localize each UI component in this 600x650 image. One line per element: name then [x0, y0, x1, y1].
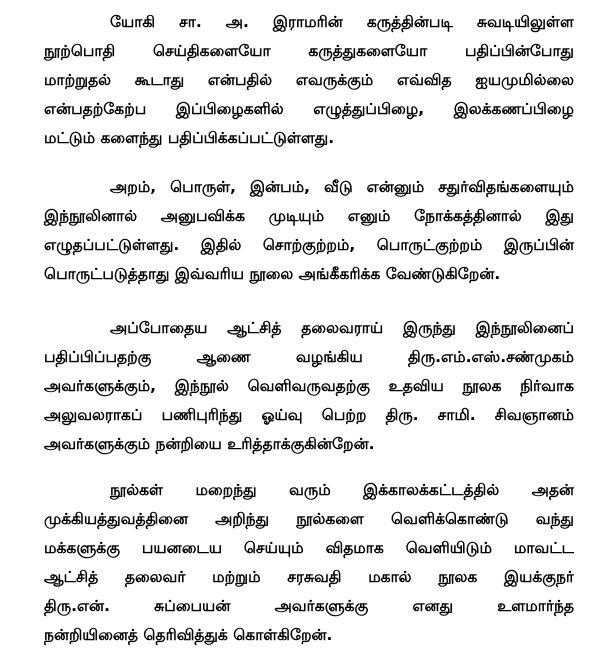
paragraph-3 — [44, 314, 574, 459]
paragraph-line: நூல்கள் மறைந்து வரும் இக்காலக்கட்டத்தில் அதன் — [110, 481, 574, 499]
paragraph-line: மக்களுக்கு பயனடைய செய்யும் விதமாக வெளியிடும் மாவட்ட — [44, 539, 574, 557]
paragraph-line: மாற்றுதல் கூடாது என்பதில் எவருக்கும் எவ்வித ஐயமுமில்லை — [44, 71, 574, 89]
paragraph-line: ஆட்சித் தலைவர் மற்றும் சரசுவதி மகால் நூலக இயக்குநர் — [44, 568, 574, 586]
paragraph-line: மட்டும் களைந்து பதிப்பிக்கப்பட்டுள்ளது. — [44, 129, 335, 147]
paragraph-line: எழுதப்பட்டுள்ளது. இதில் சொற்குற்றம், பொருட்குற்றம் இருப்பின் — [44, 236, 574, 254]
paragraph-line: அவர்களுக்கும், இந்நூல் வெளிவருவதற்கு உதவிய நூலக நிர்வாக — [44, 377, 574, 395]
paragraph-line: நன்றியினைத் தெரிவித்துக் கொள்கிறேன். — [44, 626, 333, 644]
paragraph-2 — [44, 173, 574, 289]
paragraph-line: பொருட்படுத்தாது இவ்வரிய நூலை அங்கீகரிக்க வேண்டுகிறேன். — [44, 265, 501, 283]
paragraph-line: இந்நூலினால் அனுபவிக்க முடியும் எனும் நோக்கத்தினால் இது — [44, 207, 574, 225]
paragraph-line: அறம், பொருள், இன்பம், வீடு என்னும் சதுர்விதங்களையும் — [110, 178, 574, 196]
paragraph-line: அவர்களுக்கும் நன்றியை உரித்தாக்குகின்றேன். — [44, 435, 375, 453]
paragraph-1 — [44, 8, 574, 153]
paragraph-line: முக்கியத்துவத்தினை அறிந்து நூல்களை வெளிக்கொண்டு வந்து — [44, 510, 574, 528]
paragraph-line: பதிப்பிப்பதற்கு ஆணை வழங்கிய திரு.எம்.எஸ்.சண்முகம் — [44, 348, 574, 366]
paragraph-line: யோகி சா. அ. இராமரின் கருத்தின்படி சுவடியிலுள்ள — [110, 13, 574, 31]
paragraph-line: அப்போதைய ஆட்சித் தலைவராய் இருந்து இந்நூலினைப் — [110, 319, 574, 337]
paragraph-line: நூற்பொதி செய்திகளையோ கருத்துகளையோ பதிப்பின்போது — [44, 42, 574, 60]
paragraph-4 — [44, 476, 574, 650]
paragraph-line: திரு.என். சுப்பையன் அவர்களுக்கு எனது உளமார்ந்த — [44, 597, 574, 615]
paragraph-line: என்பதற்கேற்ப இப்பிழைகளில் எழுத்துப்பிழை, இலக்கணப்பிழை — [44, 100, 574, 118]
paragraph-line: அலுவலராகப் பணிபுரிந்து ஓய்வு பெற்ற திரு. சாமி. சிவஞானம் — [44, 406, 574, 424]
